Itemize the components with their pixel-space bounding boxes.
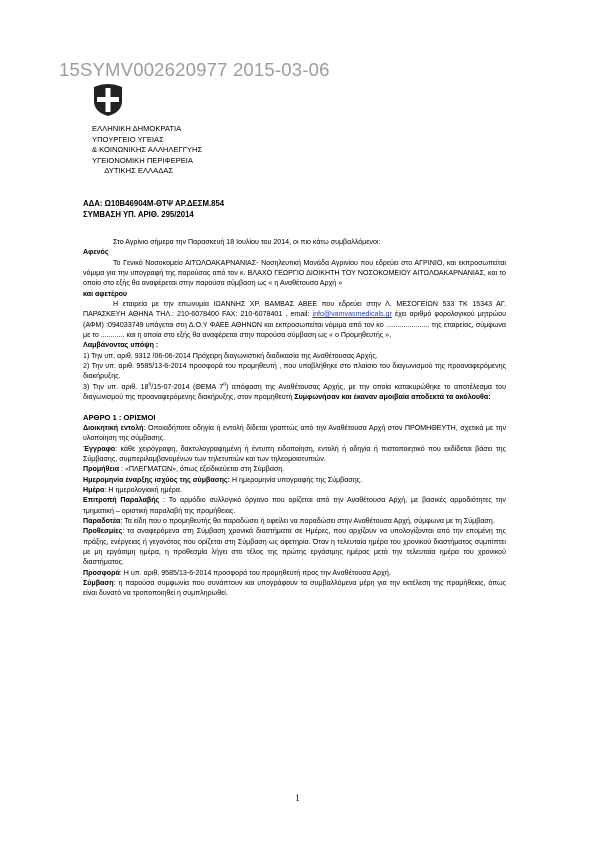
header-line: ΕΛΛΗΝΙΚΗ ΔΗΜΟΚΡΑΤΙΑ bbox=[92, 124, 182, 133]
party1-paragraph: Το Γενικό Νοσοκομείο ΑΙΤΩΛΟΑΚΑΡΝΑΝΙΑΣ- Νοσηλευτική Μονάδα Αγρινίου που εδρεύει στο ΑΓΡΙΝΙΟ, και εκπροσωπείται νόμιμα για την υπογραφή της παρούσας από τον κ. ΒΛΑΧΟ ΓΕΩΡΓΙΟ ΔΙΟΙΚΗΤΗ ΤΟΥ ΝΟΣΟΚΟΜΕΙΟΥ ΑΙΤΩΛΟΑΚΑΡΝΑΝΙΑΣ, και το οποίο στο εξής θα αναφέρεται στην παρούσα σύμβαση ως « η Αναθέτουσα Αρχή » bbox=[83, 258, 506, 288]
definition-text: : Η υπ. αριθ. 9585/13-6-2014 προσφορά του προμηθευτή προς την Αναθέτουσα Αρχή. bbox=[119, 568, 391, 577]
document-registration-stamp: 15SYMV002620977 2015-03-06 bbox=[59, 59, 330, 80]
definition-term: Προμήθεια bbox=[83, 465, 120, 474]
considering-item bbox=[83, 382, 506, 403]
considering-item: 2) Την υπ. αριθ. 9585/13-6-2014 προσφορά του προμηθευτή , που υποβλήθηκε στο πλαίσιο του διαγωνισμού της προαναφερόμενης διακήρυξης. bbox=[83, 362, 506, 381]
supplier-email-link[interactable]: info@vamvasmedicals.gr bbox=[312, 310, 392, 319]
definition-term: Διοικητική εντολή bbox=[83, 423, 144, 432]
considering-label: Λαμβάνοντας υπόψη : bbox=[83, 341, 159, 350]
definition-item bbox=[83, 578, 506, 599]
header-line: ΔΥΤΙΚΗΣ ΕΛΛΑΔΑΣ bbox=[92, 166, 174, 176]
considering3-text-c: ) απόφαση της Αναθέτουσας Αρχής, με την οποία κατακυρώθηκε το αποτέλεσμα του διαγωνισμού της προαναφερόμενης διακήρυξης, στον προμηθευτή bbox=[83, 382, 506, 402]
definition-text: : «ΠΛΕΓΜΑΤΩΝ», όπως εξειδικεύεται στη Σύμβαση. bbox=[119, 465, 285, 474]
definition-term: Έγγραφο bbox=[83, 444, 116, 453]
party2-text-b: έχει αριθμό φορολογικού μητρώου (ΑΦΜ) :094033749 υπάγεται στη Δ.Ο.Υ ΦΑΕΕ ΑΘΗΝΩΝ και εκπροσωπείται νόμιμα από τον κο ...................... της εταιρείας, σύμφωνα με το ............ και η οποία στο εξής θα αναφέρεται στην παρούσα σύμβαση ως « ο Προμηθευτής », bbox=[83, 310, 506, 340]
contract-number: ΣΥΜΒΑΣΗ ΥΠ. ΑΡΙΘ. 295/2014 bbox=[83, 209, 194, 219]
definition-item bbox=[83, 423, 506, 444]
definition-text: : Η ημερολογιακή ημέρα. bbox=[104, 485, 182, 494]
party2-label: και αφετέρου bbox=[83, 289, 128, 298]
definition-term: Παραδοτέα bbox=[83, 516, 121, 525]
definition-text: Η ημερομηνία υπογραφής της Σύμβασης. bbox=[229, 475, 363, 484]
header-line: ΥΠΟΥΡΓΕΙΟ ΥΓΕΙΑΣ bbox=[92, 134, 164, 144]
definition-text: : τα αναφερόμενα στη Σύμβαση χρονικά διαστήματα σε Ημέρες, που αρχίζουν να υπολογίζονται από την επομένη της πράξης, ενέργειας ή γεγονότος που ορίζεται στη Σύμβαση ως αφετηρία. Όταν η τελευταία ημέρα του χρονικού διαστήματος συμπίπτει με μη εργάσιμη ημέρα, η προθεσμία λήγει στο τέλος της πρώτης εργάσιμης ημέρας μετά την τελευταία ημέρα του χρονικού διαστήματος. bbox=[83, 527, 506, 567]
ordinal-sup: η bbox=[148, 381, 152, 388]
intro-paragraph: Στο Αγρίνιο σήμερα την Παρασκευή 18 Ιουλίου του 2014, οι πιο κάτω συμβαλλόμενοι: bbox=[113, 238, 381, 246]
header-line: & ΚΟΙΝΩΝΙΚΗΣ ΑΛΛΗΛΕΓΓΥΗΣ bbox=[92, 145, 203, 155]
definition-item bbox=[83, 464, 506, 474]
definition-term: Προθεσμίες bbox=[83, 527, 123, 536]
definition-item bbox=[83, 485, 506, 495]
definition-item bbox=[83, 568, 506, 578]
page-number: 1 bbox=[295, 793, 300, 803]
definition-text: : κάθε χειρόγραφη, δακτυλογραφημένη ή έντυπη ειδοποίηση, εντολή ή οδηγία ή πιστοποιητικό που εκδίδεται βάσει της Σύμβασης, συμπεριλαμβανομένων των τηλετυπιών και των τηλεομοιοτυπιών. bbox=[83, 444, 506, 463]
definition-term: Σύμβαση bbox=[83, 579, 114, 587]
definition-item bbox=[83, 475, 506, 485]
greek-coat-of-arms-icon bbox=[92, 81, 124, 117]
definition-item bbox=[83, 526, 506, 567]
definition-item bbox=[83, 516, 506, 526]
party1-label: Αφενός bbox=[83, 248, 109, 257]
contract-body bbox=[83, 237, 506, 599]
definition-text: : Οποιαδήποτε οδηγία ή εντολή δίδεται γραπτώς από την Αναθέτουσα Αρχή στον ΠΡΟΜΗΘΕΥΤΗ, σχετικά με την υλοποίηση της σύμβασης. bbox=[83, 423, 506, 443]
definition-term: Ημερομηνία έναρξης ισχύος της σύμβασης: bbox=[83, 475, 230, 484]
party2-text-a: Η εταιρεία με την επωνυμία ΙΩΑΝΝΗΣ ΧΡ. ΒΑΜΒΑΣ ΑΒΕΕ που εδρεύει στην Λ. ΜΕΣΟΓΕΙΩΝ 533 ΤΚ 15343 ΑΓ. ΠΑΡΑΣΚΕΥΗ ΑΘΗΝΑ ΤΗΛ.: 210-6078400 FAX: 210-6078401 , email: bbox=[83, 300, 506, 319]
definition-text: : Τα είδη που ο προμηθευτής θα παραδώσει ή οφείλει να παραδώσει στην Αναθέτουσα Αρχή, σύμφωνα με τη Σύμβαση. bbox=[120, 516, 495, 525]
spacer bbox=[83, 403, 506, 413]
document-reference bbox=[83, 199, 224, 220]
definition-text: : Το αρμόδιο συλλογικό όργανο που ορίζεται από την Αναθέτουσα Αρχή, με βασικές αρμοδιότητες την τμηματική – οριστική παραλαβή της προμήθειας. bbox=[83, 496, 506, 515]
definition-item bbox=[83, 444, 506, 465]
party2-paragraph bbox=[83, 299, 506, 340]
definition-term: Ημέρα bbox=[83, 485, 105, 494]
considering3-text-b: /15-07-2014 (ΘΕΜΑ 7 bbox=[151, 382, 224, 391]
ordinal-sup: ο bbox=[223, 381, 226, 388]
definition-term: Επιτροπή Παραλαβής bbox=[83, 496, 160, 505]
header-line: ΥΓΕΙΟΝΟΜΙΚΗ ΠΕΡΙΦΕΡΕΙΑ bbox=[92, 155, 193, 165]
agreement-statement: Συμφωνήσαν και έκαναν αμοιβαία αποδεκτά τα ακόλουθα: bbox=[294, 393, 491, 402]
considering-item: 1) Την υπ. αριθ. 9312 /06-06-2014 Πρόχειρη διαγωνιστική διαδικασία της Αναθέτουσας Αρχής. bbox=[83, 351, 378, 360]
definition-item bbox=[83, 495, 506, 516]
ada-number: ΑΔΑ: Ω10Β46904Μ-ΘΤΨ ΑΡ.ΔΕΣΜ.854 bbox=[83, 199, 225, 208]
issuing-authority-header bbox=[92, 124, 202, 177]
definition-text: : η παρούσα συμφωνία που συνάπτουν και υπογράφουν τα συμβαλλόμενα μέρη για την εκτέλεση της προμήθειας, όπως είναι δυνατό να τροποποιηθεί η συμπληρωθεί. bbox=[83, 579, 506, 598]
considering3-text-a: 3) Την υπ. αριθ. 18 bbox=[83, 382, 149, 391]
definition-term: Προσφορά bbox=[83, 568, 120, 577]
article-title: ΑΡΘΡΟ 1 : ΟΡΙΣΜΟΙ bbox=[83, 412, 156, 422]
